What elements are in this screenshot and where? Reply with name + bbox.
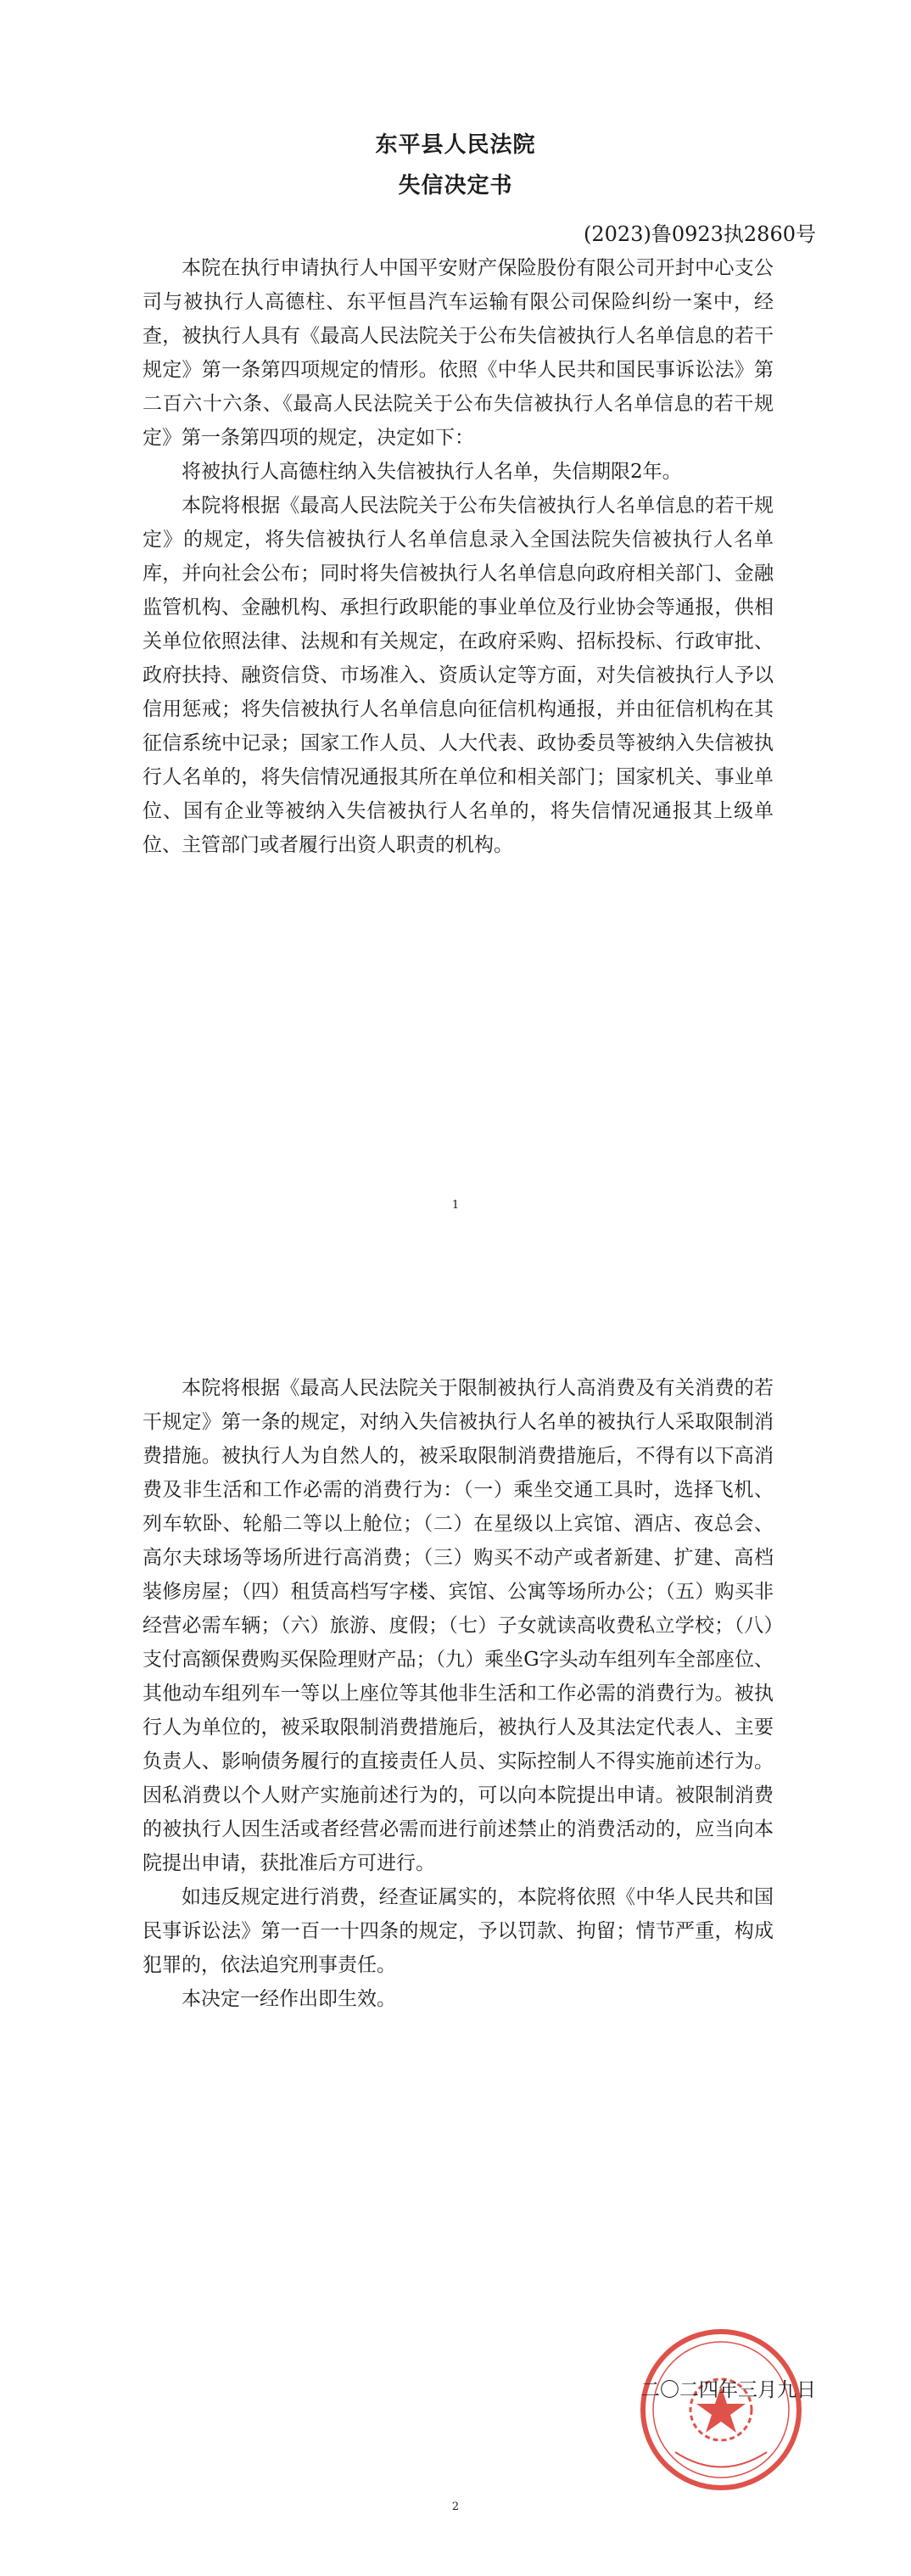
court-name: 东平县人民法院	[375, 132, 536, 158]
paragraph: 如违反规定进行消费，经查证属实的，本院将依照《中华人民共和国民事诉讼法》第一百一十四条的规定，予以罚款、拘留；情节严重，构成犯罪的，依法追究刑事责任。	[143, 1886, 774, 1976]
court-seal-icon	[636, 2325, 806, 2495]
page-number: 1	[451, 1199, 460, 1212]
document-page-2	[0, 1288, 911, 2576]
paragraph: 本院将根据《最高人民法院关于公布失信被执行人名单信息的若干规定》的规定，将失信被执行人名单信息录入全国法院失信被执行人名单库，并向社会公布；同时将失信被执行人名单信息向政府相关部门、金融监管机构、金融机构、承担行政职能的事业单位及行业协会等通报，供相关单位依照法律、法规和有关规定，在政府采购、招标投标、行政审批、政府扶持、融资信贷、市场准入、资质认定等方面，对失信被执行人予以信用惩戒；将失信被执行人名单信息向征信机构通报，并由征信机构在其征信系统中记录；国家工作人员、人大代表、政协委员等被纳入失信被执行人名单的，将失信情况通报其所在单位和相关部门；国家机关、事业单位、国有企业等被纳入失信被执行人名单的，将失信情况通报其上级单位、主管部门或者履行出资人职责的机构。	[143, 495, 774, 856]
paragraph: 本院将根据《最高人民法院关于限制被执行人高消费及有关消费的若干规定》第一条的规定，对纳入失信被执行人名单的被执行人采取限制消费措施。被执行人为自然人的，被采取限制消费措施后，不得有以下高消费及非生活和工作必需的消费行为：（一）乘坐交通工具时，选择飞机、列车软卧、轮船二等以上舱位；（二）在星级以上宾馆、酒店、夜总会、高尔夫球场等场所进行高消费；（三）购买不动产或者新建、扩建、高档装修房屋；（四）租赁高档写字楼、宾馆、公寓等场所办公；（五）购买非经营必需车辆；（六）旅游、度假；（七）子女就读高收费私立学校；（八）支付高额保费购买保险理财产品；（九）乘坐G字头动车组列车全部座位、其他动车组列车一等以上座位等其他非生活和工作必需的消费行为。被执行人为单位的，被采取限制消费措施后，被执行人及其法定代表人、主要负责人、影响债务履行的直接责任人员、实际控制人不得实施前述行为。因私消费以个人财产实施前述行为的，可以向本院提出申请。被限制消费的被执行人因生活或者经营必需而进行前述禁止的消费活动的，应当向本院提出申请，获批准后方可进行。	[143, 1377, 774, 1874]
document-title: 失信决定书	[398, 173, 513, 199]
page1-body	[143, 251, 774, 862]
issue-date: 二〇二四年三月九日	[640, 2379, 816, 2401]
page-number: 2	[451, 2500, 460, 2513]
paragraph: 将被执行人高德柱纳入失信被执行人名单，失信期限2年。	[182, 461, 682, 483]
case-number: (2023)鲁0923执2860号	[584, 222, 816, 246]
page2-body	[143, 1371, 774, 2016]
paragraph: 本院在执行申请执行人中国平安财产保险股份有限公司开封中心支公司与被执行人高德柱、东平恒昌汽车运输有限公司保险纠纷一案中，经查，被执行人具有《最高人民法院关于公布失信被执行人名单信息的若干规定》第一条第四项规定的情形。依照《中华人民共和国民事诉讼法》第二百六十六条、《最高人民法院关于公布失信被执行人名单信息的若干规定》第一条第四项的规定，决定如下：	[143, 257, 774, 449]
paragraph: 本决定一经作出即生效。	[182, 1988, 396, 2010]
